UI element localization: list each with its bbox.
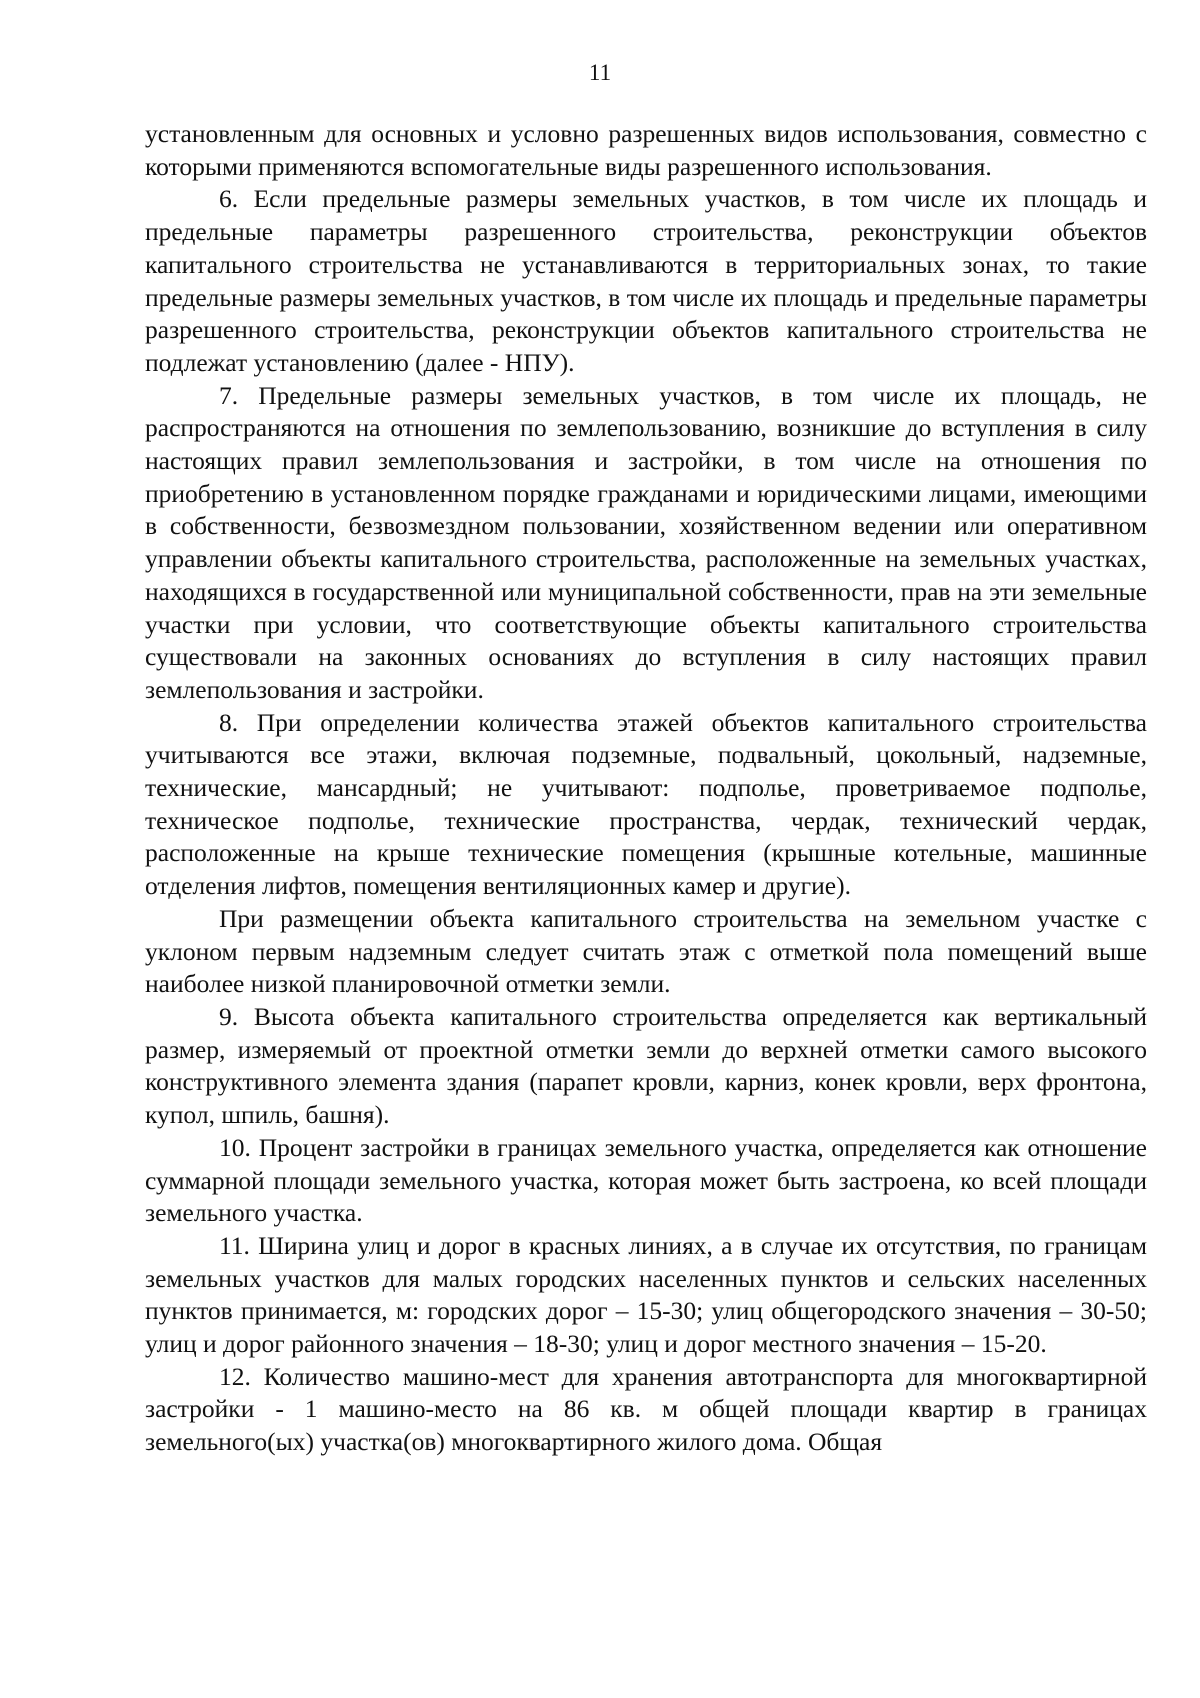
paragraph-item-9: 9. Высота объекта капитального строительства определяется как вертикальный размер, измеряемый от проектной отметки земли до верхней отметки самого высокого конструктивного элемента здания (парапет кровли, карниз, конек кровли, верх фронтона, купол, шпиль, башня). <box>145 1001 1147 1130</box>
paragraph-item-7: 7. Предельные размеры земельных участков, в том числе их площадь, не распространяются на отношения по землепользованию, возникшие до вступления в силу настоящих правил землепользования и застройки, в том числе на отношения по приобретению в установленном порядке гражданами и юридическими лицами, имеющими в собственности, безвозмездном пользовании, хозяйственном ведении или оперативном управлении объекты капитального строительства, расположенные на земельных участках, находящихся в государственной или муниципальной собственности, прав на эти земельные участки при условии, что соответствующие объекты капитального строительства существовали на законных основаниях до вступления в силу настоящих правил землепользования и застройки. <box>145 380 1147 704</box>
paragraph-item-11: 11. Ширина улиц и дорог в красных линиях, а в случае их отсутствия, по границам земельных участков для малых городских населенных пунктов и сельских населенных пунктов принимается, м: городских дорог – 15-30; улиц общегородского значения – 30-50; улиц и дорог районного значения – 18-30; улиц и дорог местного значения – 15-20. <box>145 1230 1147 1359</box>
paragraph-item-8-note: При размещении объекта капитального строительства на земельном участке с уклоном первым надземным следует считать этаж с отметкой пола помещений выше наиболее низкой планировочной отметки земли. <box>145 903 1147 999</box>
paragraph-item-8: 8. При определении количества этажей объектов капитального строительства учитываются все этажи, включая подземные, подвальный, цокольный, надземные, технические, мансардный; не учитывают: подполье, проветриваемое подполье, техническое подполье, технические пространства, чердак, технический чердак, расположенные на крыше технические помещения (крышные котельные, машинные отделения лифтов, помещения вентиляционных камер и другие). <box>145 707 1147 901</box>
page-number: 11 <box>588 60 612 85</box>
document-body <box>145 118 1147 1459</box>
paragraph-continuation: установленным для основных и условно разрешенных видов использования, совместно с которыми применяются вспомогательные виды разрешенного использования. <box>145 119 1147 181</box>
paragraph-item-10: 10. Процент застройки в границах земельного участка, определяется как отношение суммарной площади земельного участка, которая может быть застроена, ко всей площади земельного участка. <box>145 1132 1147 1228</box>
paragraph-item-6: 6. Если предельные размеры земельных участков, в том числе их площадь и предельные параметры разрешенного строительства, реконструкции объектов капитального строительства не устанавливаются в территориальных зонах, то такие предельные размеры земельных участков, в том числе их площадь и предельные параметры разрешенного строительства, реконструкции объектов капитального строительства не подлежат установлению (далее - НПУ). <box>145 184 1147 377</box>
paragraph-item-12: 12. Количество машино-мест для хранения автотранспорта для многоквартирной застройки - 1 машино-место на 86 кв. м общей площади квартир в границах земельного(ых) участка(ов) многоквартирного жилого дома. Общая <box>145 1361 1147 1457</box>
